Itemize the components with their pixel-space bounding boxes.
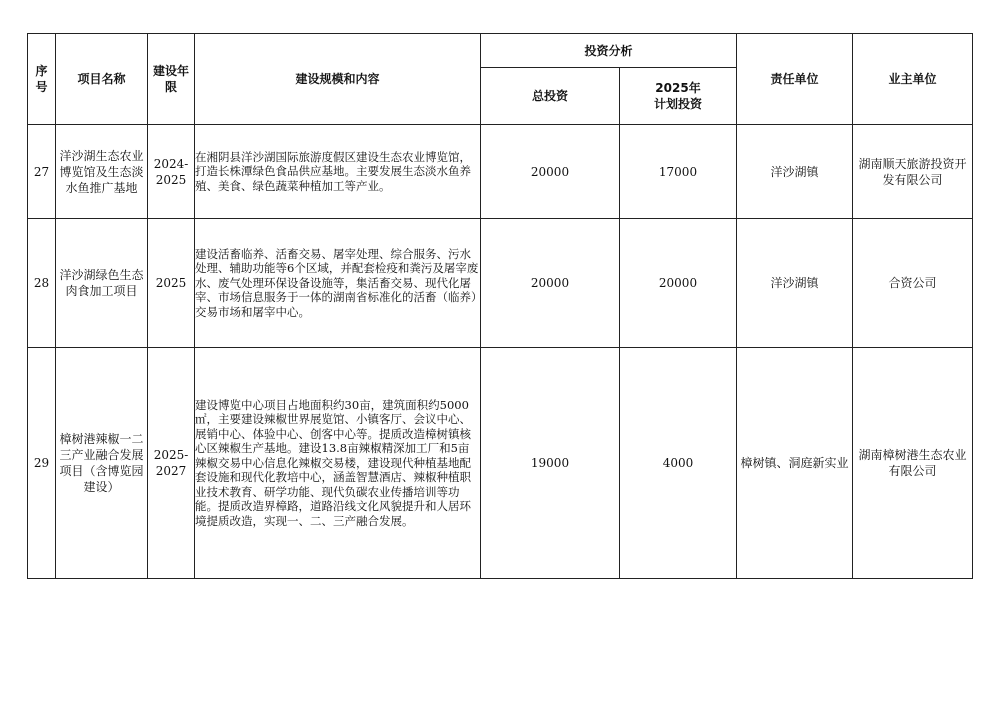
row-plan-investment: 17000 (620, 125, 737, 219)
row-responsible: 洋沙湖镇 (737, 219, 853, 348)
header-index: 序号 (28, 34, 56, 125)
row-years: 2025 (148, 219, 195, 348)
row-scope: 建设博览中心项目占地面积约30亩，建筑面积约5000㎡，主要建设辣椒世界展览馆、小镇客厅、会议中心、展销中心、体验中心、创客中心等。提质改造樟树镇核心区辣椒生产基地。建设13.8亩辣椒精深加工厂和5亩辣椒交易中心信息化辣椒交易楼，建设现代种植基地配套设施和现代化教培中心，涵盖智慧酒店、辣椒种植职业技术教育、研学功能、现代负碳农业传播培训等功能。提质改造界樟路，道路沿线文化风貌提升和人居环境提质改造，实现一、二、三产融合发展。 (195, 348, 481, 579)
row-owner: 湖南樟树港生态农业有限公司 (853, 348, 973, 579)
header-scope: 建设规模和内容 (195, 34, 481, 125)
row-responsible: 樟树镇、洞庭新实业 (737, 348, 853, 579)
header-project-name: 项目名称 (56, 34, 148, 125)
row-total-investment: 20000 (481, 125, 620, 219)
row-index: 29 (28, 348, 56, 579)
project-table (27, 33, 973, 579)
row-scope: 在湘阴县洋沙湖国际旅游度假区建设生态农业博览馆，打造长株潭绿色食品供应基地。主要发展生态淡水鱼养殖、美食、绿色蔬菜种植加工等产业。 (195, 125, 481, 219)
row-total-investment: 20000 (481, 219, 620, 348)
row-owner: 合资公司 (853, 219, 973, 348)
row-index: 28 (28, 219, 56, 348)
row-plan-investment: 4000 (620, 348, 737, 579)
table-row (28, 348, 973, 579)
header-owner: 业主单位 (853, 34, 973, 125)
row-project-name: 樟树港辣椒一二三产业融合发展项目（含博览园建设） (56, 348, 148, 579)
row-plan-investment: 20000 (620, 219, 737, 348)
row-years: 2024-2025 (148, 125, 195, 219)
header-years: 建设年限 (148, 34, 195, 125)
header-plan-line2: 计划投资 (654, 97, 703, 111)
row-index: 27 (28, 125, 56, 219)
table-row (28, 125, 973, 219)
row-owner: 湖南顺天旅游投资开发有限公司 (853, 125, 973, 219)
row-scope: 建设活畜临养、活畜交易、屠宰处理、综合服务、污水处理、辅助功能等6个区域，并配套检疫和粪污及屠宰废水、废气处理环保设备设施等，集活畜交易、现代化屠宰、市场信息服务于一体的湖南省标准化的活畜（临养）交易市场和屠宰中心。 (195, 219, 481, 348)
row-years: 2025-2027 (148, 348, 195, 579)
header-plan-investment (620, 68, 737, 125)
row-total-investment: 19000 (481, 348, 620, 579)
header-total-investment: 总投资 (481, 68, 620, 125)
header-responsible: 责任单位 (737, 34, 853, 125)
table-row (28, 219, 973, 348)
header-investment: 投资分析 (481, 34, 737, 68)
row-project-name: 洋沙湖绿色生态肉食加工项目 (56, 219, 148, 348)
row-responsible: 洋沙湖镇 (737, 125, 853, 219)
row-project-name: 洋沙湖生态农业博览馆及生态淡水鱼推广基地 (56, 125, 148, 219)
header-plan-line1: 2025年 (655, 81, 701, 95)
